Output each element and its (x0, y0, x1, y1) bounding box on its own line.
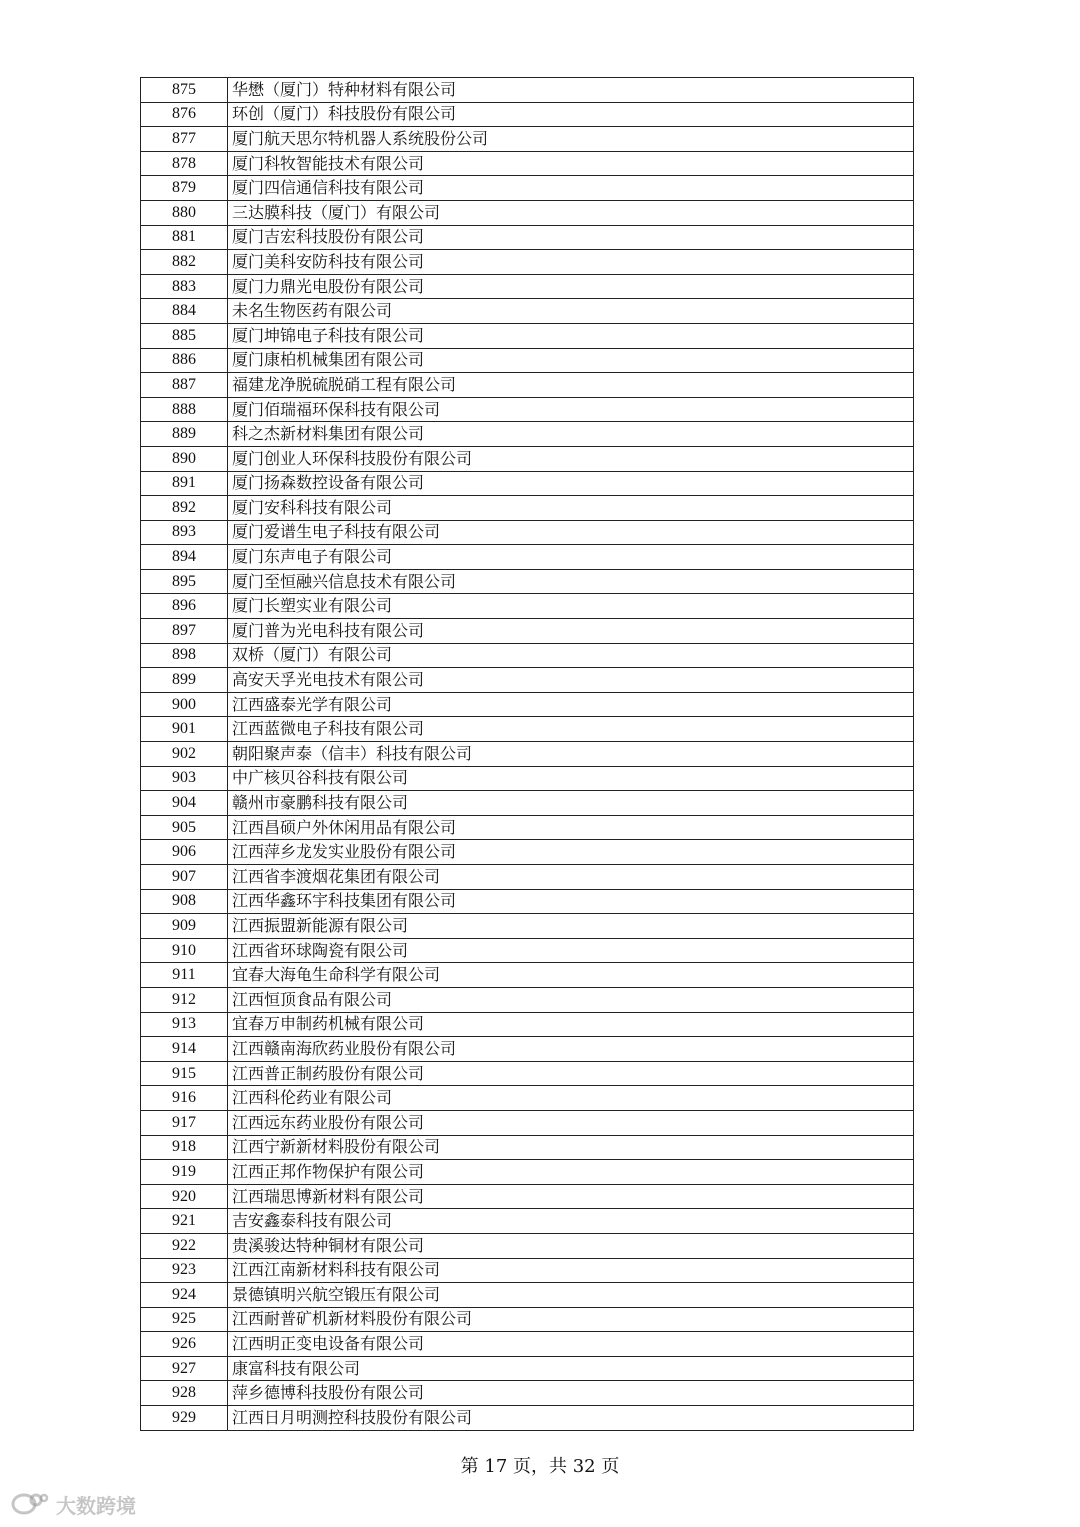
table-row (141, 1233, 914, 1258)
table-row (141, 1381, 914, 1406)
table-row (141, 299, 914, 324)
table-row (141, 127, 914, 152)
row-number: 928 (141, 1381, 228, 1406)
table-row (141, 889, 914, 914)
row-number: 900 (141, 692, 228, 717)
watermark-text: 大数跨境 (56, 1494, 136, 1518)
table-row (141, 717, 914, 742)
table-row (141, 373, 914, 398)
row-number: 923 (141, 1258, 228, 1283)
company-name: 厦门创业人环保科技股份有限公司 (228, 446, 914, 471)
row-number: 914 (141, 1037, 228, 1062)
table-row (141, 1332, 914, 1357)
row-number: 901 (141, 717, 228, 742)
table-row (141, 594, 914, 619)
table-row (141, 914, 914, 939)
table-row (141, 520, 914, 545)
table-row (141, 471, 914, 496)
table-row (141, 1110, 914, 1135)
page-number: 第 17 页，共 32 页 (460, 1456, 620, 1477)
table-row (141, 1406, 914, 1431)
company-name: 江西日月明测控科技股份有限公司 (228, 1406, 914, 1431)
company-name: 厦门东声电子有限公司 (228, 545, 914, 570)
company-name: 厦门扬森数控设备有限公司 (228, 471, 914, 496)
company-name: 吉安鑫泰科技有限公司 (228, 1209, 914, 1234)
row-number: 896 (141, 594, 228, 619)
row-number: 918 (141, 1135, 228, 1160)
row-number: 916 (141, 1086, 228, 1111)
table-row (141, 348, 914, 373)
row-number: 892 (141, 496, 228, 521)
row-number: 884 (141, 299, 228, 324)
company-name: 华懋（厦门）特种材料有限公司 (228, 78, 914, 103)
company-name: 江西省环球陶瓷有限公司 (228, 938, 914, 963)
table-row (141, 102, 914, 127)
company-name: 厦门爱谱生电子科技有限公司 (228, 520, 914, 545)
table-row (141, 78, 914, 103)
table-row (141, 692, 914, 717)
table-row (141, 938, 914, 963)
chat-bubble-logo-icon (10, 1492, 50, 1518)
row-number: 893 (141, 520, 228, 545)
table-row (141, 987, 914, 1012)
company-name: 厦门四信通信科技有限公司 (228, 176, 914, 201)
row-number: 876 (141, 102, 228, 127)
table-row (141, 1061, 914, 1086)
row-number: 924 (141, 1283, 228, 1308)
company-name: 江西蓝微电子科技有限公司 (228, 717, 914, 742)
company-name: 江西华鑫环宇科技集团有限公司 (228, 889, 914, 914)
company-name: 双桥（厦门）有限公司 (228, 643, 914, 668)
table-row (141, 1307, 914, 1332)
row-number: 890 (141, 446, 228, 471)
company-name: 江西科伦药业有限公司 (228, 1086, 914, 1111)
row-number: 891 (141, 471, 228, 496)
company-name: 厦门康柏机械集团有限公司 (228, 348, 914, 373)
row-number: 889 (141, 422, 228, 447)
company-name: 厦门安科科技有限公司 (228, 496, 914, 521)
company-name: 江西远东药业股份有限公司 (228, 1110, 914, 1135)
company-name: 江西明正变电设备有限公司 (228, 1332, 914, 1357)
company-name: 科之杰新材料集团有限公司 (228, 422, 914, 447)
company-name: 景德镇明兴航空锻压有限公司 (228, 1283, 914, 1308)
company-name: 萍乡德博科技股份有限公司 (228, 1381, 914, 1406)
table-row (141, 643, 914, 668)
company-name: 宜春大海龟生命科学有限公司 (228, 963, 914, 988)
watermark (10, 1490, 136, 1519)
row-number: 917 (141, 1110, 228, 1135)
company-name: 厦门科牧智能技术有限公司 (228, 151, 914, 176)
table-row (141, 323, 914, 348)
table-row (141, 766, 914, 791)
table-row (141, 815, 914, 840)
table-row (141, 200, 914, 225)
company-table (140, 77, 914, 1431)
company-name: 环创（厦门）科技股份有限公司 (228, 102, 914, 127)
row-number: 926 (141, 1332, 228, 1357)
table-row (141, 619, 914, 644)
table-row (141, 446, 914, 471)
company-name: 厦门佰瑞福环保科技有限公司 (228, 397, 914, 422)
row-number: 912 (141, 987, 228, 1012)
row-number: 894 (141, 545, 228, 570)
row-number: 903 (141, 766, 228, 791)
table-row (141, 742, 914, 767)
table-row (141, 274, 914, 299)
table-row (141, 1160, 914, 1185)
company-name: 江西江南新材料科技有限公司 (228, 1258, 914, 1283)
company-name: 江西省李渡烟花集团有限公司 (228, 865, 914, 890)
company-name: 江西正邦作物保护有限公司 (228, 1160, 914, 1185)
company-name: 三达膜科技（厦门）有限公司 (228, 200, 914, 225)
table-row (141, 791, 914, 816)
company-name: 江西盛泰光学有限公司 (228, 692, 914, 717)
row-number: 908 (141, 889, 228, 914)
company-name: 高安天孚光电技术有限公司 (228, 668, 914, 693)
row-number: 899 (141, 668, 228, 693)
row-number: 877 (141, 127, 228, 152)
table-body (141, 78, 914, 1431)
row-number: 907 (141, 865, 228, 890)
row-number: 879 (141, 176, 228, 201)
company-name: 江西宁新新材料股份有限公司 (228, 1135, 914, 1160)
company-name: 江西瑞思博新材料有限公司 (228, 1184, 914, 1209)
company-name: 江西振盟新能源有限公司 (228, 914, 914, 939)
table-row (141, 1356, 914, 1381)
row-number: 920 (141, 1184, 228, 1209)
row-number: 898 (141, 643, 228, 668)
row-number: 913 (141, 1012, 228, 1037)
row-number: 929 (141, 1406, 228, 1431)
row-number: 902 (141, 742, 228, 767)
row-number: 885 (141, 323, 228, 348)
row-number: 886 (141, 348, 228, 373)
row-number: 883 (141, 274, 228, 299)
company-name: 江西恒顶食品有限公司 (228, 987, 914, 1012)
company-name: 厦门吉宏科技股份有限公司 (228, 225, 914, 250)
company-name: 厦门坤锦电子科技有限公司 (228, 323, 914, 348)
table-row (141, 1037, 914, 1062)
table-row (141, 151, 914, 176)
row-number: 904 (141, 791, 228, 816)
table-row (141, 1209, 914, 1234)
table-row (141, 397, 914, 422)
row-number: 897 (141, 619, 228, 644)
company-name: 朝阳聚声泰（信丰）科技有限公司 (228, 742, 914, 767)
company-name: 江西普正制药股份有限公司 (228, 1061, 914, 1086)
company-name: 贵溪骏达特种铜材有限公司 (228, 1233, 914, 1258)
table-row (141, 1283, 914, 1308)
table-row (141, 250, 914, 275)
table-row (141, 496, 914, 521)
table-row (141, 865, 914, 890)
company-name: 福建龙净脱硫脱硝工程有限公司 (228, 373, 914, 398)
company-name: 厦门普为光电科技有限公司 (228, 619, 914, 644)
company-name: 江西昌硕户外休闲用品有限公司 (228, 815, 914, 840)
row-number: 875 (141, 78, 228, 103)
row-number: 888 (141, 397, 228, 422)
company-name: 江西萍乡龙发实业股份有限公司 (228, 840, 914, 865)
row-number: 922 (141, 1233, 228, 1258)
row-number: 906 (141, 840, 228, 865)
company-name: 未名生物医药有限公司 (228, 299, 914, 324)
company-name: 宜春万申制药机械有限公司 (228, 1012, 914, 1037)
row-number: 878 (141, 151, 228, 176)
row-number: 881 (141, 225, 228, 250)
company-name: 江西耐普矿机新材料股份有限公司 (228, 1307, 914, 1332)
row-number: 927 (141, 1356, 228, 1381)
row-number: 915 (141, 1061, 228, 1086)
company-name: 康富科技有限公司 (228, 1356, 914, 1381)
company-name: 江西赣南海欣药业股份有限公司 (228, 1037, 914, 1062)
table-row (141, 1184, 914, 1209)
row-number: 880 (141, 200, 228, 225)
table-row (141, 1012, 914, 1037)
table-row (141, 963, 914, 988)
row-number: 882 (141, 250, 228, 275)
company-name: 厦门航天思尔特机器人系统股份公司 (228, 127, 914, 152)
table-row (141, 840, 914, 865)
row-number: 895 (141, 569, 228, 594)
table-row (141, 176, 914, 201)
company-name: 厦门至恒融兴信息技术有限公司 (228, 569, 914, 594)
row-number: 911 (141, 963, 228, 988)
row-number: 919 (141, 1160, 228, 1185)
company-name: 赣州市豪鹏科技有限公司 (228, 791, 914, 816)
row-number: 910 (141, 938, 228, 963)
company-name: 中广核贝谷科技有限公司 (228, 766, 914, 791)
company-name: 厦门长塑实业有限公司 (228, 594, 914, 619)
table-row (141, 1258, 914, 1283)
row-number: 905 (141, 815, 228, 840)
table-row (141, 225, 914, 250)
row-number: 921 (141, 1209, 228, 1234)
table-row (141, 1086, 914, 1111)
table-row (141, 668, 914, 693)
company-name: 厦门美科安防科技有限公司 (228, 250, 914, 275)
row-number: 909 (141, 914, 228, 939)
table-row (141, 422, 914, 447)
table-row (141, 1135, 914, 1160)
row-number: 925 (141, 1307, 228, 1332)
company-name: 厦门力鼎光电股份有限公司 (228, 274, 914, 299)
table-row (141, 545, 914, 570)
row-number: 887 (141, 373, 228, 398)
table-row (141, 569, 914, 594)
